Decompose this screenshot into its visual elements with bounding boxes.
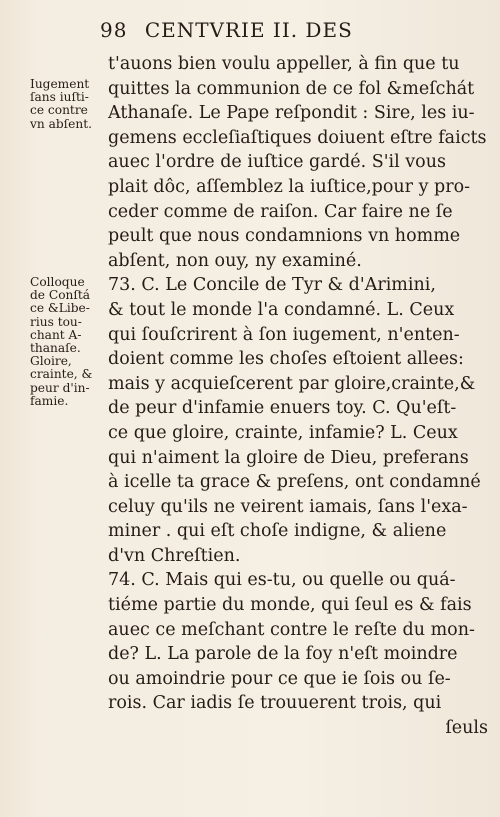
margin-note-line: de Conſtá [30,289,91,303]
text-line: auec ce meſchant contre le reſte du mon- [108,619,475,640]
text-line: gemens eccleſiaſtiques doiuent eſtre faicts [108,127,487,148]
page-number: 98 [100,18,128,42]
text-line: ou amoindrie pour ce que ie ſois ou ſe- [108,668,451,689]
margin-note-line: crainte, & [30,368,93,382]
text-line: qui n'aiment la gloire de Dieu, preferans [108,447,469,468]
running-title: CENTVRIE II. DES [144,18,353,42]
text-line: de peur d'infamie enuers toy. C. Qu'eſt- [108,398,457,419]
margin-note-judgement [30,78,106,131]
text-line: quittes la communion de ce fol &meſchát [108,78,475,99]
text-line: d'vn Chreſtien. [108,545,241,566]
text-line: ce que gloire, crainte, infamie? L. Ceux [108,422,458,443]
catchword: ſeuls [445,718,488,739]
text-line: t'auons bien voulu appeller, à fin que tu [108,54,460,74]
margin-note-line: Gloire, [30,355,72,369]
body-text [108,52,488,741]
text-line: rois. Car iadis ſe trouuerent trois, qui [108,693,442,714]
text-line: doient comme les choſes eſtoient allees: [108,349,464,370]
text-line: 74. C. Mais qui es-tu, ou quelle ou quá- [108,570,456,591]
text-line: qui ſouſcrirent à ſon iugement, n'enten- [108,324,460,345]
text-line: à icelle ta grace & preſens, ont condamné [108,472,481,493]
text-line: peult que nous condamnions vn homme [108,226,461,247]
text-line: plait dôc, aſſemblez la iuſtice,pour y pro- [108,176,471,197]
text-line: auec l'ordre de iuſtice gardé. S'il vous [108,152,446,173]
text-line: miner . qui eſt choſe indigne, & aliene [108,521,447,542]
margin-note-colloquy [30,276,106,408]
text-line: abſent, non ouy, ny examiné. [108,250,362,271]
margin-note-line: famie. [30,394,69,408]
margin-note-line: vn abſent. [30,117,93,131]
text-line: mais y acquieſcerent par gloire,crainte,& [108,373,476,394]
margin-note-line: Iugement [30,78,90,91]
margin-note-line: rius tou- [30,315,82,329]
text-line: Athanaſe. Le Pape reſpondit : Sire, les iu- [108,103,475,124]
margin-note-line: peur d'in- [30,381,90,395]
margin-note-line: thanaſe. [30,342,81,356]
margin-note-line: Colloque [30,276,85,289]
margin-note-line: ce contre [30,104,88,118]
text-line: de? L. La parole de la foy n'eſt moindre [108,644,458,665]
text-line: 73. C. Le Concile de Tyr & d'Arimini, [108,275,436,296]
running-header [100,18,500,42]
text-line: tiéme partie du monde, qui ſeul es & fais [108,595,472,616]
text-line: & tout le monde l'a condamné. L. Ceux [108,299,455,320]
text-line: ceder comme de raiſon. Car faire ne ſe [108,201,453,222]
text-line: celuy qu'ils ne veirent iamais, ſans l'exa- [108,496,468,517]
margin-note-line: ce &Libe- [30,302,90,316]
margin-note-line: ſans iuſti- [30,91,89,105]
margin-note-line: chant A- [30,328,82,342]
